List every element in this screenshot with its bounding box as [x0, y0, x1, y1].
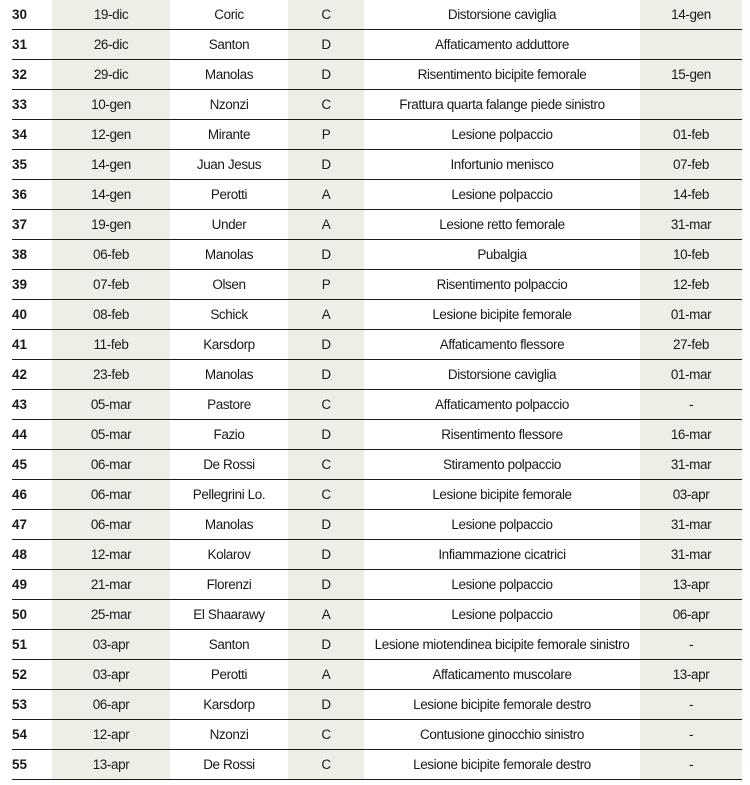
injury-description: Contusione ginocchio sinistro [364, 720, 640, 750]
table-row [12, 360, 742, 390]
player-role: D [288, 420, 364, 450]
player-role: D [288, 570, 364, 600]
player-role: P [288, 120, 364, 150]
injury-date: 06-mar [52, 510, 170, 540]
return-date: 14-gen [640, 0, 742, 30]
table-row [12, 750, 742, 780]
injury-description: Affaticamento polpaccio [364, 390, 640, 420]
injury-date: 19-gen [52, 210, 170, 240]
row-number: 35 [12, 150, 52, 180]
row-number: 55 [12, 750, 52, 780]
table-row [12, 540, 742, 570]
player-role: D [288, 240, 364, 270]
player-name: Nzonzi [170, 720, 288, 750]
injury-date: 14-gen [52, 180, 170, 210]
table-row [12, 90, 742, 120]
row-number: 48 [12, 540, 52, 570]
injury-description: Affaticamento flessore [364, 330, 640, 360]
injury-date: 12-gen [52, 120, 170, 150]
player-name: Juan Jesus [170, 150, 288, 180]
player-name: Under [170, 210, 288, 240]
table-row [12, 390, 742, 420]
table-row [12, 30, 742, 60]
row-number: 39 [12, 270, 52, 300]
injury-date: 06-feb [52, 240, 170, 270]
return-date: 01-mar [640, 300, 742, 330]
row-number: 50 [12, 600, 52, 630]
injury-table-body [12, 0, 742, 780]
player-name: Manolas [170, 60, 288, 90]
table-row [12, 690, 742, 720]
player-role: C [288, 480, 364, 510]
injury-date: 03-apr [52, 630, 170, 660]
table-row [12, 720, 742, 750]
injury-description: Distorsione caviglia [364, 0, 640, 30]
row-number: 52 [12, 660, 52, 690]
return-date: 31-mar [640, 210, 742, 240]
injury-date: 12-apr [52, 720, 170, 750]
injury-description: Risentimento polpaccio [364, 270, 640, 300]
player-role: D [288, 630, 364, 660]
row-number: 42 [12, 360, 52, 390]
injury-description: Lesione polpaccio [364, 570, 640, 600]
player-role: D [288, 30, 364, 60]
injury-date: 12-mar [52, 540, 170, 570]
return-date [640, 30, 742, 60]
return-date: - [640, 720, 742, 750]
table-row [12, 120, 742, 150]
row-number: 41 [12, 330, 52, 360]
player-role: C [288, 0, 364, 30]
table-row [12, 150, 742, 180]
player-role: D [288, 690, 364, 720]
return-date: - [640, 630, 742, 660]
injury-date: 05-mar [52, 390, 170, 420]
table-row [12, 240, 742, 270]
row-number: 36 [12, 180, 52, 210]
return-date: 01-mar [640, 360, 742, 390]
injury-date: 03-apr [52, 660, 170, 690]
row-number: 34 [12, 120, 52, 150]
player-name: Manolas [170, 360, 288, 390]
player-role: A [288, 300, 364, 330]
player-role: D [288, 540, 364, 570]
row-number: 49 [12, 570, 52, 600]
row-number: 53 [12, 690, 52, 720]
injury-date: 08-feb [52, 300, 170, 330]
player-name: Coric [170, 0, 288, 30]
injury-date: 23-feb [52, 360, 170, 390]
injury-description: Infiammazione cicatrici [364, 540, 640, 570]
player-name: Pastore [170, 390, 288, 420]
return-date: 10-feb [640, 240, 742, 270]
table-row [12, 630, 742, 660]
player-role: A [288, 600, 364, 630]
injury-date: 05-mar [52, 420, 170, 450]
return-date: 15-gen [640, 60, 742, 90]
injury-description: Lesione bicipite femorale destro [364, 690, 640, 720]
player-name: Fazio [170, 420, 288, 450]
player-role: C [288, 720, 364, 750]
injury-description: Frattura quarta falange piede sinistro [364, 90, 640, 120]
row-number: 46 [12, 480, 52, 510]
table-row [12, 510, 742, 540]
player-name: Mirante [170, 120, 288, 150]
row-number: 43 [12, 390, 52, 420]
row-number: 32 [12, 60, 52, 90]
player-role: C [288, 750, 364, 780]
injury-date: 10-gen [52, 90, 170, 120]
player-role: D [288, 360, 364, 390]
injury-table [12, 0, 742, 780]
table-row [12, 210, 742, 240]
return-date: 06-apr [640, 600, 742, 630]
injury-description: Affaticamento muscolare [364, 660, 640, 690]
table-row [12, 420, 742, 450]
injury-description: Lesione retto femorale [364, 210, 640, 240]
row-number: 33 [12, 90, 52, 120]
row-number: 47 [12, 510, 52, 540]
return-date: 13-apr [640, 660, 742, 690]
player-name: De Rossi [170, 750, 288, 780]
table-row [12, 0, 742, 30]
row-number: 38 [12, 240, 52, 270]
injury-date: 25-mar [52, 600, 170, 630]
table-row [12, 450, 742, 480]
return-date: 01-feb [640, 120, 742, 150]
return-date: - [640, 690, 742, 720]
table-row [12, 480, 742, 510]
player-name: Schick [170, 300, 288, 330]
player-role: D [288, 330, 364, 360]
injury-date: 06-mar [52, 480, 170, 510]
table-row [12, 570, 742, 600]
injury-description: Stiramento polpaccio [364, 450, 640, 480]
injury-description: Risentimento bicipite femorale [364, 60, 640, 90]
injury-date: 19-dic [52, 0, 170, 30]
player-name: Karsdorp [170, 690, 288, 720]
injury-date: 29-dic [52, 60, 170, 90]
row-number: 44 [12, 420, 52, 450]
row-number: 45 [12, 450, 52, 480]
player-name: Manolas [170, 510, 288, 540]
player-name: Olsen [170, 270, 288, 300]
player-name: Karsdorp [170, 330, 288, 360]
player-name: Santon [170, 30, 288, 60]
injury-description: Infortunio menisco [364, 150, 640, 180]
injury-date: 21-mar [52, 570, 170, 600]
injury-date: 26-dic [52, 30, 170, 60]
row-number: 31 [12, 30, 52, 60]
row-number: 30 [12, 0, 52, 30]
return-date: - [640, 750, 742, 780]
injury-date: 07-feb [52, 270, 170, 300]
player-name: Kolarov [170, 540, 288, 570]
player-name: De Rossi [170, 450, 288, 480]
row-number: 54 [12, 720, 52, 750]
return-date: 31-mar [640, 450, 742, 480]
player-name: Pellegrini Lo. [170, 480, 288, 510]
return-date: 12-feb [640, 270, 742, 300]
injury-description: Lesione bicipite femorale [364, 480, 640, 510]
return-date: 31-mar [640, 510, 742, 540]
injury-date: 13-apr [52, 750, 170, 780]
player-name: Santon [170, 630, 288, 660]
injury-description: Pubalgia [364, 240, 640, 270]
row-number: 37 [12, 210, 52, 240]
table-row [12, 60, 742, 90]
injury-description: Lesione polpaccio [364, 180, 640, 210]
player-role: C [288, 390, 364, 420]
table-row [12, 300, 742, 330]
return-date: 13-apr [640, 570, 742, 600]
player-role: A [288, 660, 364, 690]
table-row [12, 330, 742, 360]
return-date [640, 90, 742, 120]
injury-description: Lesione polpaccio [364, 600, 640, 630]
injury-description: Lesione miotendinea bicipite femorale sinistro [364, 630, 640, 660]
player-name: Perotti [170, 180, 288, 210]
player-name: Nzonzi [170, 90, 288, 120]
injury-description: Risentimento flessore [364, 420, 640, 450]
table-row [12, 180, 742, 210]
injury-description: Lesione bicipite femorale destro [364, 750, 640, 780]
player-role: D [288, 150, 364, 180]
player-role: A [288, 210, 364, 240]
player-role: P [288, 270, 364, 300]
injury-description: Lesione polpaccio [364, 120, 640, 150]
return-date: 07-feb [640, 150, 742, 180]
player-role: D [288, 60, 364, 90]
row-number: 51 [12, 630, 52, 660]
player-name: Manolas [170, 240, 288, 270]
table-row [12, 660, 742, 690]
injury-description: Lesione bicipite femorale [364, 300, 640, 330]
injury-date: 06-mar [52, 450, 170, 480]
table-row [12, 270, 742, 300]
injury-date: 06-apr [52, 690, 170, 720]
injury-description: Affaticamento adduttore [364, 30, 640, 60]
injury-description: Lesione polpaccio [364, 510, 640, 540]
player-role: C [288, 450, 364, 480]
return-date: 16-mar [640, 420, 742, 450]
injury-description: Distorsione caviglia [364, 360, 640, 390]
player-role: A [288, 180, 364, 210]
player-role: C [288, 90, 364, 120]
player-role: D [288, 510, 364, 540]
player-name: El Shaarawy [170, 600, 288, 630]
return-date: 31-mar [640, 540, 742, 570]
row-number: 40 [12, 300, 52, 330]
return-date: 03-apr [640, 480, 742, 510]
return-date: 14-feb [640, 180, 742, 210]
player-name: Perotti [170, 660, 288, 690]
return-date: 27-feb [640, 330, 742, 360]
return-date: - [640, 390, 742, 420]
player-name: Florenzi [170, 570, 288, 600]
table-row [12, 600, 742, 630]
injury-date: 11-feb [52, 330, 170, 360]
injury-date: 14-gen [52, 150, 170, 180]
